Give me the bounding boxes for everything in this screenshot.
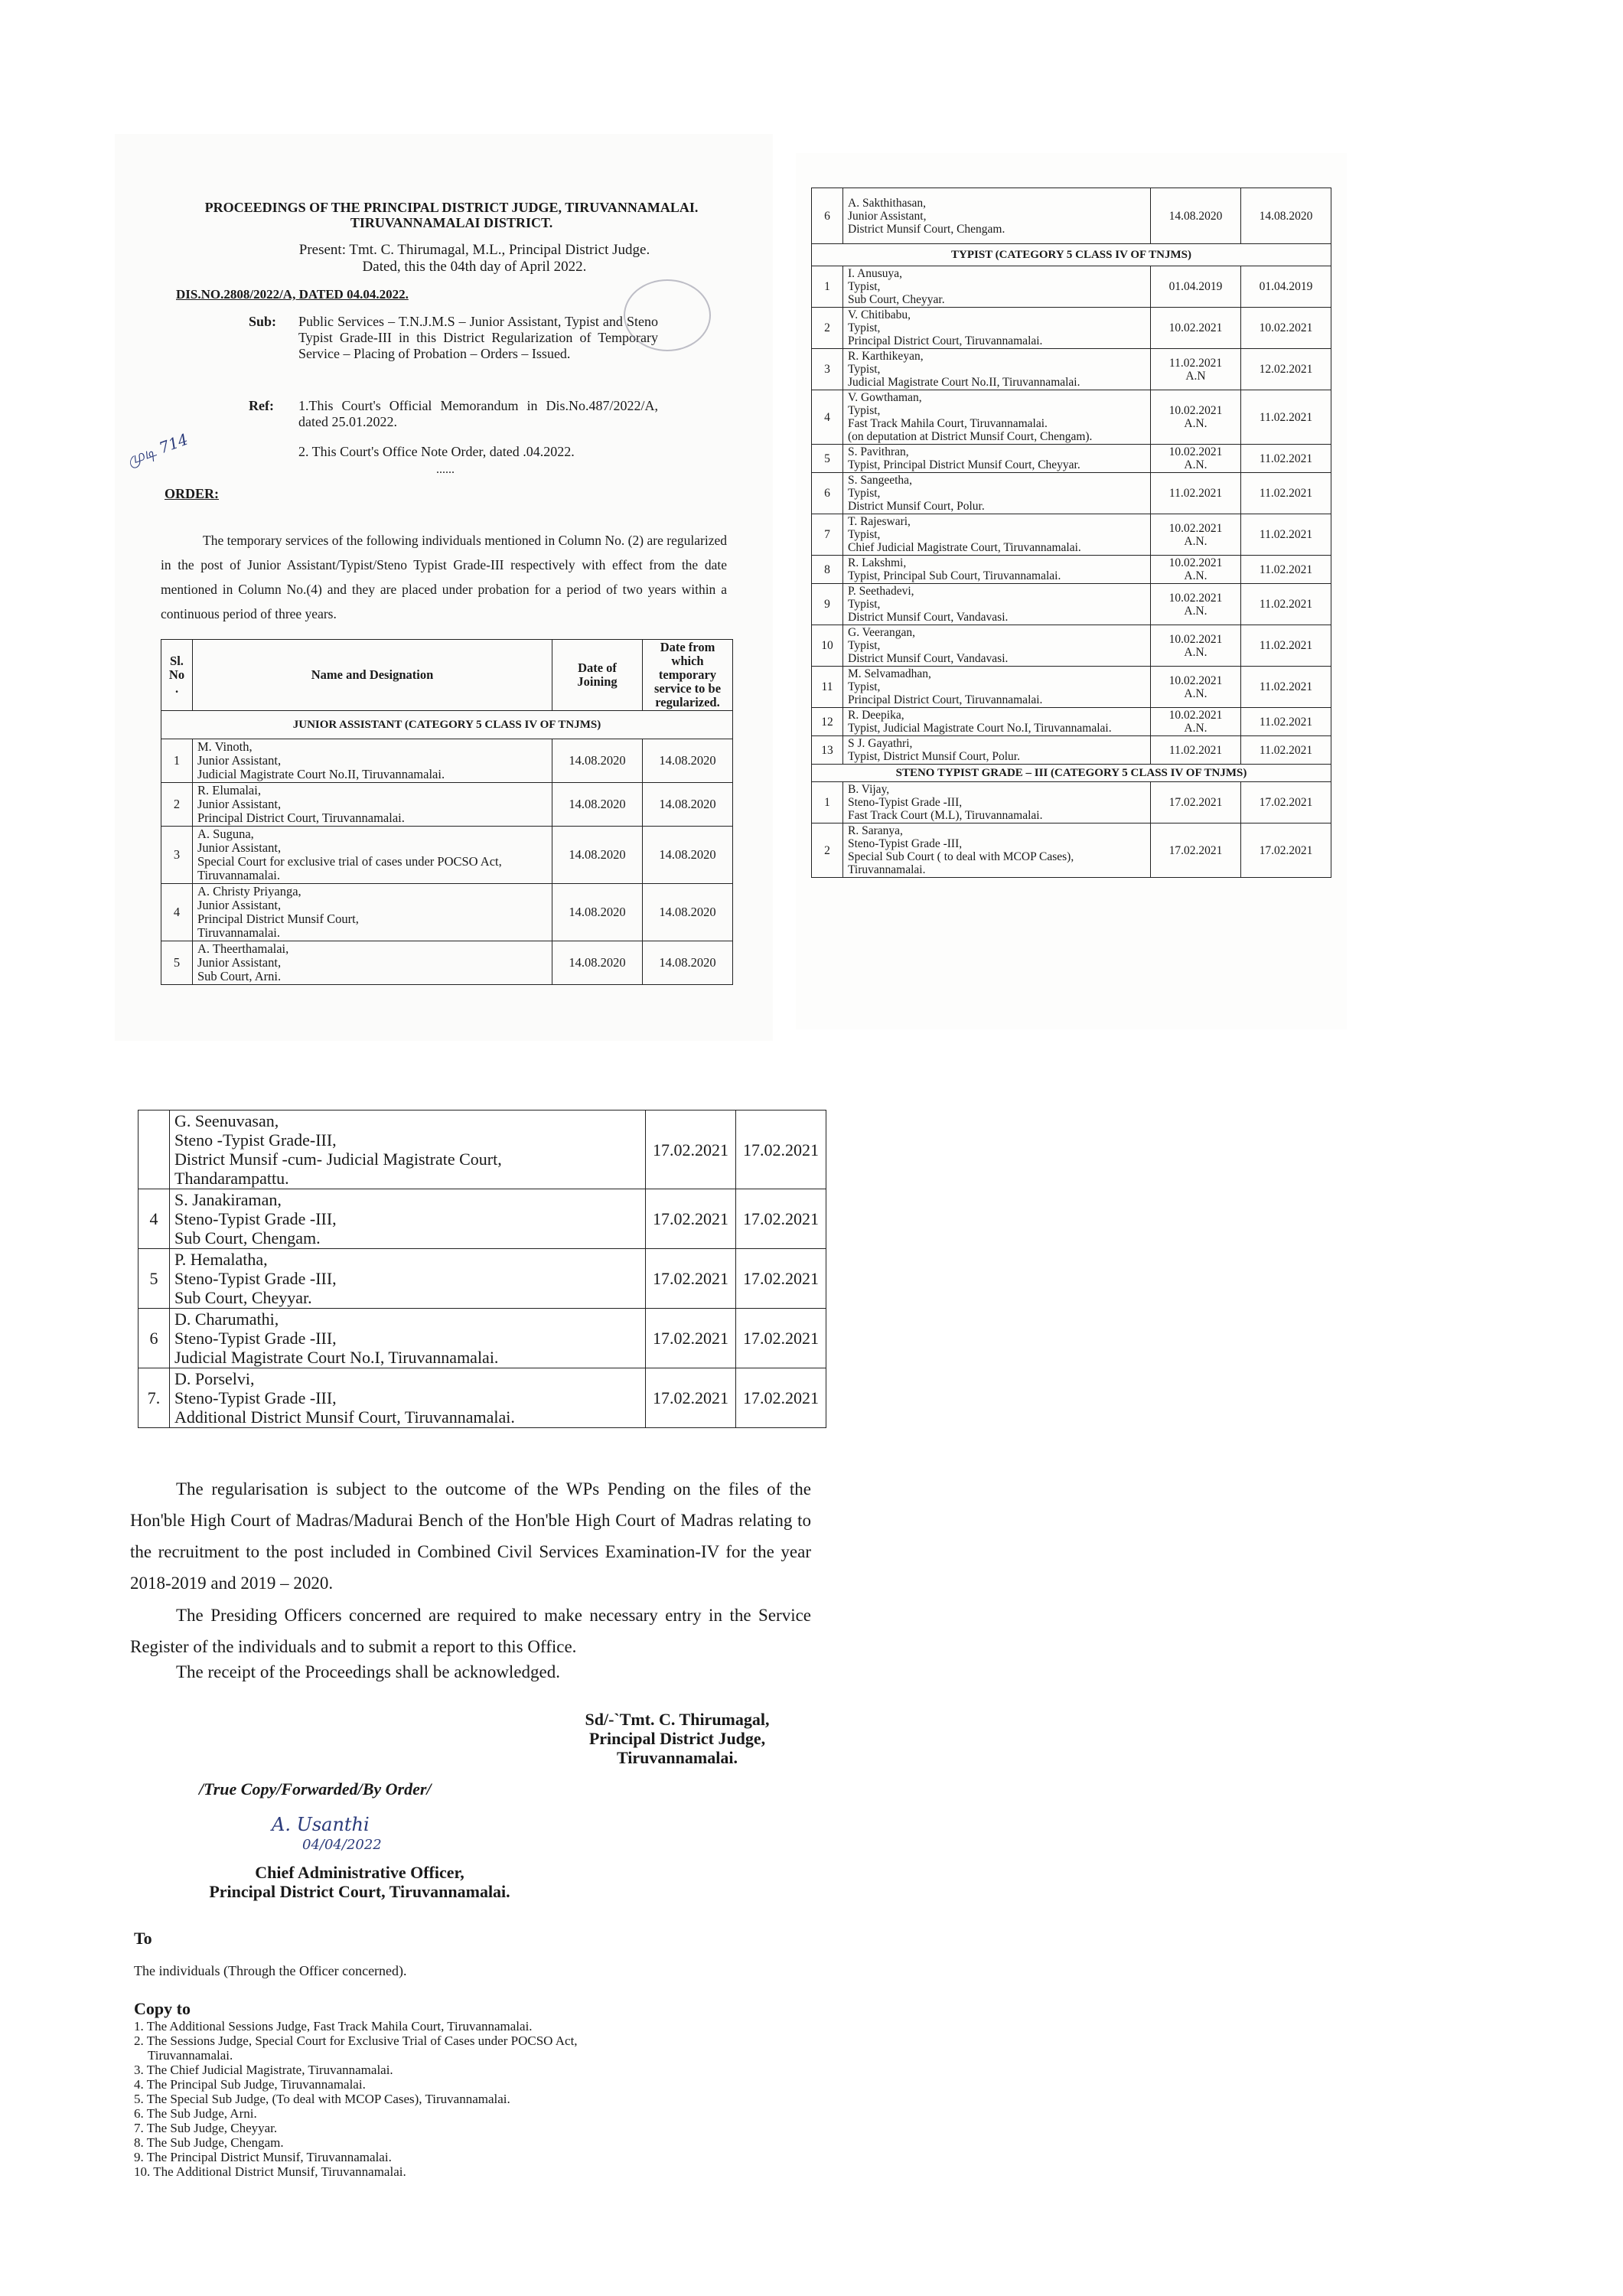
table-row [161,941,733,985]
table-row [812,823,1331,878]
entry-line: Special Sub Court ( to deal with MCOP Cases), [848,850,1074,863]
date-of-joining: 11.02.2021 A.N [1151,349,1241,390]
entry-line: S. Sangeetha, [848,474,912,487]
date-of-joining: 14.08.2020 [552,739,643,783]
date-of-joining: 14.08.2020 [552,827,643,884]
copy-recipient: 8. The Sub Judge, Chengam. [134,2135,284,2150]
section-steno: STENO TYPIST GRADE – III (CATEGORY 5 CLASS IV OF TNJMS) [812,765,1331,782]
entry-line: Steno-Typist Grade -III, [174,1388,337,1407]
table-row [161,739,733,783]
name-and-designation [843,782,1151,823]
signature-place: Tiruvannamalai. [617,1748,738,1767]
regularized-from: 17.02.2021 [736,1110,826,1189]
entry-line: Typist, [848,363,881,376]
subject-text: Public Services – T.N.J.M.S – Junior Assistant, Typist and Steno Typist Grade-III in this District Regularization of Temporary Service – Placing of Probation – Orders – Issued. [298,314,658,361]
entry-line: V. Chitibabu, [848,308,911,321]
date-of-joining: 10.02.2021 A.N. [1151,667,1241,708]
entry-line: S J. Gayathri, [848,737,913,750]
serial-number: 12 [812,708,843,736]
entry-line: P. Hemalatha, [174,1250,268,1269]
table-row [161,783,733,827]
name-and-designation [193,827,552,884]
to-label: To [134,1929,152,1948]
serial-number: 6 [139,1309,170,1368]
regularized-from: 11.02.2021 [1241,625,1331,667]
margin-note: முடி 714 [124,429,191,469]
date-of-joining: 17.02.2021 [1151,823,1241,878]
entry-line: R. Karthikeyan, [848,350,924,363]
table-row [812,349,1331,390]
col-name: Name and Designation [193,640,552,711]
regularized-from: 11.02.2021 [1241,445,1331,473]
copy-recipient: 4. The Principal Sub Judge, Tiruvannamalai. [134,2077,366,2092]
entry-line: District Munsif -cum- Judicial Magistrate Court, [174,1150,502,1169]
regularized-from: 17.02.2021 [736,1309,826,1368]
entry-line: Judicial Magistrate Court No.II, Tiruvannamalai. [848,376,1080,389]
entry-line: Principal District Court, Tiruvannamalai. [848,693,1043,706]
table-row [812,556,1331,584]
serial-number: 4 [161,884,193,941]
copy-recipient: 9. The Principal District Munsif, Tiruvannamalai. [134,2150,392,2164]
regularized-from: 17.02.2021 [736,1368,826,1428]
name-and-designation [170,1249,646,1309]
junior-assistant-rows [161,739,733,985]
copy-recipient: 5. The Special Sub Judge, (To deal with MCOP Cases), Tiruvannamalai. [134,2092,510,2106]
col-from: Date from which temporary service to be regularized. [643,640,733,711]
entry-line: Typist, District Munsif Court, Polur. [848,750,1020,763]
date-of-joining: 17.02.2021 [646,1368,736,1428]
entry-line: Special Court for exclusive trial of cases under POCSO Act, [197,854,502,869]
date-of-joining: 10.02.2021 [1151,308,1241,349]
entry-line: District Munsif Court, Vandavasi. [848,611,1009,624]
serial-number: 5 [139,1249,170,1309]
entry-line: T. Rajeswari, [848,515,911,528]
presiding-officers-paragraph: The Presiding Officers concerned are required to make necessary entry in the Service Register of the individuals and to submit a report to this Office. [130,1606,811,1656]
regularized-from: 11.02.2021 [1241,667,1331,708]
ref-2: 2. This Court's Office Note Order, dated .04.2022. [298,444,575,459]
serial-number: 7 [812,514,843,556]
copy-recipient: 1. The Additional Sessions Judge, Fast Track Mahila Court, Tiruvannamalai. [134,2019,533,2033]
name-and-designation [843,266,1151,308]
serial-number: 2 [812,308,843,349]
table-row [812,584,1331,625]
table-row [812,188,1331,244]
entry-line: Sub Court, Cheyyar. [174,1288,312,1307]
ref-label: Ref: [249,398,274,413]
entry-line: V. Gowthaman, [848,391,922,404]
entry-line: Typist, Judicial Magistrate Court No.I, Tiruvannamalai. [848,722,1112,735]
entry-line: Typist, [848,280,881,293]
serial-number: 11 [812,667,843,708]
regularized-from: 14.08.2020 [643,941,733,985]
signature-designation: Principal District Judge, [588,1729,766,1748]
entry-line: Additional District Munsif Court, Tiruvannamalai. [174,1407,515,1427]
date-of-joining: 17.02.2021 [646,1309,736,1368]
name-and-designation [193,941,552,985]
table-row [139,1368,826,1428]
junior-assistant-continued [812,188,1331,244]
steno-rows [812,782,1331,878]
receipt-paragraph: The receipt of the Proceedings shall be acknowledged. [176,1662,560,1681]
signature-name: Sd/-`Tmt. C. Thirumagal, [585,1710,770,1729]
regularized-from: 14.08.2020 [643,884,733,941]
entry-line: B. Vijay, [848,783,890,796]
copy-to-label: Copy to [134,1999,191,2018]
individuals-line: The individuals (Through the Officer concerned). [134,1963,407,1978]
serial-number: 4 [812,390,843,445]
regularized-from: 11.02.2021 [1241,708,1331,736]
table-row [139,1309,826,1368]
serial-number: 1 [812,782,843,823]
page-2 [796,153,1347,1029]
serial-number [139,1110,170,1189]
page-3 [84,1064,857,2235]
entry-line: Fast Track Mahila Court, Tiruvannamalai. [848,417,1048,430]
name-and-designation [193,739,552,783]
table-row [812,390,1331,445]
serial-number: 6 [812,188,843,244]
date-of-joining: 17.02.2021 [646,1249,736,1309]
received-stamp [624,279,711,351]
name-and-designation [843,188,1151,244]
date-of-joining: 10.02.2021 A.N. [1151,514,1241,556]
entry-line: Typist, Principal Sub Court, Tiruvannamalai. [848,569,1061,582]
handwritten-signature: A. Usanthi [272,1814,370,1835]
date-of-joining: 11.02.2021 [1151,736,1241,765]
entry-line: District Munsif Court, Vandavasi. [848,652,1009,665]
regularized-from: 11.02.2021 [1241,584,1331,625]
name-and-designation [170,1309,646,1368]
name-and-designation [843,445,1151,473]
date-of-joining: 17.02.2021 [1151,782,1241,823]
table-row [812,473,1331,514]
dis-number: DIS.NO.2808/2022/A, DATED 04.04.2022. [176,287,409,302]
entry-line: Chief Judicial Magistrate Court, Tiruvannamalai. [848,541,1081,554]
entry-line: Junior Assistant, [848,209,927,223]
table-row [139,1110,826,1189]
date-of-joining: 10.02.2021 A.N. [1151,556,1241,584]
ref-1: 1.This Court's Official Memorandum in Dis.No.487/2022/A, dated 25.01.2022. [298,398,658,429]
cao-designation: Chief Administrative Officer, [255,1863,464,1882]
table-row [812,736,1331,765]
col-sl: Sl. No . [161,640,193,711]
copy-recipient: Tiruvannamalai. [148,2048,233,2063]
section-junior-assistant: JUNIOR ASSISTANT (CATEGORY 5 CLASS IV OF TNJMS) [161,711,733,739]
entry-line: Steno-Typist Grade -III, [848,837,963,850]
steno-continued-rows [139,1110,826,1428]
entry-line: Typist, [848,404,881,417]
name-and-designation [193,884,552,941]
name-and-designation [843,667,1151,708]
serial-number: 8 [812,556,843,584]
serial-number: 5 [812,445,843,473]
serial-number: 3 [161,827,193,884]
true-copy-line: /True Copy/Forwarded/By Order/ [199,1779,432,1799]
regularized-from: 10.02.2021 [1241,308,1331,349]
entry-line: Typist, [848,639,881,652]
date-of-joining: 10.02.2021 A.N. [1151,708,1241,736]
entry-line: R. Elumalai, [197,783,261,797]
table-row [161,827,733,884]
copy-recipient: 7. The Sub Judge, Cheyyar. [134,2121,278,2135]
handwritten-date: 04/04/2022 [302,1837,382,1853]
name-and-designation [843,390,1151,445]
table-row [812,266,1331,308]
serial-number: 3 [812,349,843,390]
entry-line: Typist, [848,321,881,334]
date-of-joining: 14.08.2020 [552,783,643,827]
serial-number: 5 [161,941,193,985]
regularized-from: 11.02.2021 [1241,736,1331,765]
entry-line: Typist, [848,598,881,611]
date-of-joining: 17.02.2021 [646,1189,736,1249]
entry-line: M. Selvamadhan, [848,667,931,680]
entry-line: D. Porselvi, [174,1369,255,1388]
serial-number: 1 [812,266,843,308]
entry-line: Principal District Court, Tiruvannamalai. [848,334,1043,347]
date-of-joining: 11.02.2021 [1151,473,1241,514]
entry-line: Judicial Magistrate Court No.I, Tiruvannamalai. [174,1348,499,1367]
dots: ...... [436,463,455,476]
copy-to-list [134,2019,761,2179]
entry-line: Steno-Typist Grade -III, [174,1209,337,1228]
name-and-designation [843,625,1151,667]
regularized-from: 17.02.2021 [736,1189,826,1249]
date-of-joining: 10.02.2021 A.N. [1151,584,1241,625]
name-and-designation [170,1368,646,1428]
entry-line: A. Christy Priyanga, [197,884,301,899]
regularized-from: 17.02.2021 [1241,782,1331,823]
name-and-designation [843,514,1151,556]
name-and-designation [843,473,1151,514]
proceedings-title: PROCEEDINGS OF THE PRINCIPAL DISTRICT JUDGE, TIRUVANNAMALAI. [204,200,699,215]
regularized-from: 11.02.2021 [1241,390,1331,445]
date-of-joining: 14.08.2020 [552,884,643,941]
name-and-designation [170,1189,646,1249]
regularized-from: 17.02.2021 [1241,823,1331,878]
date-of-joining: 10.02.2021 A.N. [1151,445,1241,473]
entry-line: Junior Assistant, [197,753,282,768]
section-typist: TYPIST (CATEGORY 5 CLASS IV OF TNJMS) [812,244,1331,266]
regularized-from: 17.02.2021 [736,1249,826,1309]
typist-rows [812,266,1331,765]
serial-number: 13 [812,736,843,765]
entry-line: Tiruvannamalai. [197,868,280,882]
sub-label: Sub: [249,314,277,329]
entry-line: Typist, [848,487,881,500]
entry-line: Typist, Principal District Munsif Court, Cheyyar. [848,458,1080,471]
name-and-designation [843,349,1151,390]
district-title: TIRUVANNAMALAI DISTRICT. [350,215,553,230]
entry-line: Typist, [848,528,881,541]
entry-line: R. Lakshmi, [848,556,907,569]
name-and-designation [170,1110,646,1189]
table-row [812,667,1331,708]
order-heading: ORDER: [165,486,219,501]
serial-number: 2 [812,823,843,878]
entry-line: Steno-Typist Grade -III, [174,1329,337,1348]
name-and-designation [843,556,1151,584]
entry-line: I. Anusuya, [848,267,903,280]
table-row [812,308,1331,349]
entry-line: Steno-Typist Grade -III, [174,1269,337,1288]
date-of-joining: 01.04.2019 [1151,266,1241,308]
regularized-from: 14.08.2020 [643,739,733,783]
entry-line: P. Seethadevi, [848,585,914,598]
table-row [139,1189,826,1249]
entry-line: Principal District Court, Tiruvannamalai. [197,810,405,825]
entry-line: Junior Assistant, [197,840,282,855]
table-row [161,884,733,941]
name-and-designation [843,708,1151,736]
dated-line: Dated, this the 04th day of April 2022. [362,259,587,275]
entry-line: Steno -Typist Grade-III, [174,1130,337,1150]
table-row [139,1249,826,1309]
regularized-from: 14.08.2020 [643,827,733,884]
entry-line: A. Suguna, [197,827,254,841]
date-of-joining: 17.02.2021 [646,1110,736,1189]
entry-line: G. Seenuvasan, [174,1111,279,1130]
entry-line: District Munsif Court, Polur. [848,500,985,513]
entry-line: Steno-Typist Grade -III, [848,796,963,809]
date-of-joining: 10.02.2021 A.N. [1151,625,1241,667]
serial-number: 2 [161,783,193,827]
name-and-designation [843,736,1151,765]
name-and-designation [843,308,1151,349]
regularized-from: 11.02.2021 [1241,473,1331,514]
entry-line: Junior Assistant, [197,955,282,970]
entry-line: Sub Court, Arni. [197,969,282,983]
regularized-from: 11.02.2021 [1241,514,1331,556]
regularized-from: 14.08.2020 [1241,188,1331,244]
regularized-from: 01.04.2019 [1241,266,1331,308]
serial-number: 1 [161,739,193,783]
page-1 [115,134,773,1041]
entry-line: Sub Court, Chengam. [174,1228,321,1247]
copy-recipient: 6. The Sub Judge, Arni. [134,2106,257,2121]
copy-recipient: 2. The Sessions Judge, Special Court for Exclusive Trial of Cases under POCSO Act, [134,2033,578,2048]
entry-line: A. Theerthamalai, [197,941,289,956]
entry-line: R. Saranya, [848,824,903,837]
entry-line: Tiruvannamalai. [197,925,280,940]
regularized-from: 14.08.2020 [643,783,733,827]
table-row [812,514,1331,556]
entry-line: Principal District Munsif Court, [197,912,359,926]
regularisation-paragraph: The regularisation is subject to the outcome of the WPs Pending on the files of the Hon'ble High Court of Madras/Madurai Bench of the Hon'ble High Court of Madras relating to the recruitment to the post included in Combined Civil Services Examination-IV for the year 2018-2019 and 2019 – 2020. [130,1479,811,1593]
entry-line: R. Deepika, [848,709,904,722]
entry-line: Fast Track Court (M.L), Tiruvannamalai. [848,809,1043,822]
entry-line: A. Sakthithasan, [848,196,927,210]
date-of-joining: 10.02.2021 A.N. [1151,390,1241,445]
name-and-designation [193,783,552,827]
name-and-designation [843,823,1151,878]
date-of-joining: 14.08.2020 [1151,188,1241,244]
name-and-designation [843,584,1151,625]
entry-line: M. Vinoth, [197,739,253,754]
junior-assistant-table [161,639,733,985]
table-row [812,445,1331,473]
serial-number: 10 [812,625,843,667]
table-row [812,625,1331,667]
copy-recipient: 3. The Chief Judicial Magistrate, Tiruvannamalai. [134,2063,393,2077]
entry-line: Thandarampattu. [174,1169,289,1188]
entry-line: Judicial Magistrate Court No.II, Tiruvannamalai. [197,767,445,781]
entry-line: Tiruvannamalai. [848,863,926,876]
regularized-from: 11.02.2021 [1241,556,1331,584]
entry-line: Sub Court, Cheyyar. [848,293,945,306]
entry-line: D. Charumathi, [174,1309,279,1329]
entry-line: (on deputation at District Munsif Court, Chengam). [848,430,1093,443]
steno-continued-table [138,1110,826,1428]
present-line: Present: Tmt. C. Thirumagal, M.L., Principal District Judge. [298,242,650,258]
typist-table [811,188,1331,878]
regularized-from: 12.02.2021 [1241,349,1331,390]
entry-line: Junior Assistant, [197,797,282,811]
entry-line: S. Pavithran, [848,445,909,458]
serial-number: 4 [139,1189,170,1249]
entry-line: S. Janakiraman, [174,1190,282,1209]
table-row [812,708,1331,736]
serial-number: 6 [812,473,843,514]
entry-line: Junior Assistant, [197,898,282,912]
col-doj: Date of Joining [552,640,643,711]
entry-line: G. Veerangan, [848,626,915,639]
table-row [812,782,1331,823]
cao-office: Principal District Court, Tiruvannamalai. [209,1882,510,1901]
order-paragraph: The temporary services of the following individuals mentioned in Column No. (2) are regularized in the post of Junior Assistant/Typist/Steno Typist Grade-III respectively with effect from the date mentioned in Column No.(4) and they are placed under probation for a period of two years within a continuous period of three years. [161,533,727,621]
entry-line: Typist, [848,680,881,693]
serial-number: 9 [812,584,843,625]
copy-recipient: 10. The Additional District Munsif, Tiruvannamalai. [134,2164,406,2179]
serial-number: 7. [139,1368,170,1428]
entry-line: District Munsif Court, Chengam. [848,222,1005,236]
date-of-joining: 14.08.2020 [552,941,643,985]
